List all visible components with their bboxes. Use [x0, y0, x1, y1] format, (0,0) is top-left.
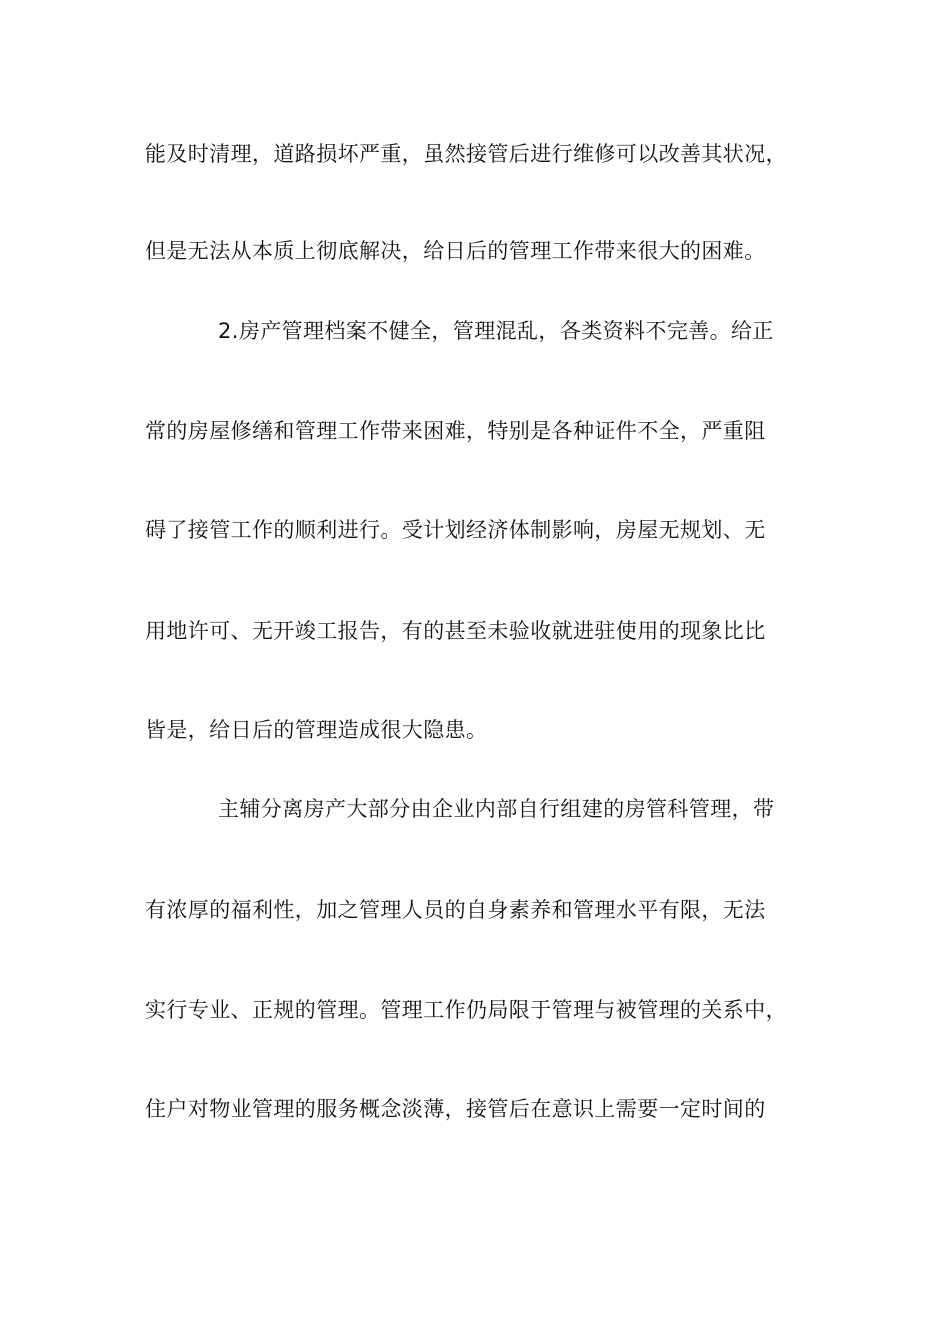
paragraph-line: 用地许可、无开竣工报告，有的甚至未验收就进驻使用的现象比比	[145, 619, 766, 643]
paragraph-line-indented: 主辅分离房产大部分由企业内部自行组建的房管科管理，带	[218, 797, 775, 821]
paragraph-line: 碍了接管工作的顺利进行。受计划经济体制影响，房屋无规划、无	[145, 518, 766, 542]
paragraph-line: 有浓厚的福利性，加之管理人员的自身素养和管理水平有限，无法	[145, 898, 766, 922]
paragraph-line: 但是无法从本质上彻底解决，给日后的管理工作带来很大的困难。	[145, 239, 766, 263]
paragraph-line: 能及时清理，道路损坏严重，虽然接管后进行维修可以改善其状况，	[145, 142, 787, 166]
paragraph-line: 住户对物业管理的服务概念淡薄，接管后在意识上需要一定时间的	[145, 1097, 766, 1121]
paragraph-line: 皆是，给日后的管理造成很大隐患。	[145, 718, 488, 742]
paragraph-line: 实行专业、正规的管理。管理工作仍局限于管理与被管理的关系中，	[145, 998, 787, 1022]
paragraph-line-indented: 2.房产管理档案不健全，管理混乱，各类资料不完善。给正	[218, 319, 774, 343]
paragraph-line: 常的房屋修缮和管理工作带来困难，特别是各种证件不全，严重阻	[145, 419, 766, 443]
